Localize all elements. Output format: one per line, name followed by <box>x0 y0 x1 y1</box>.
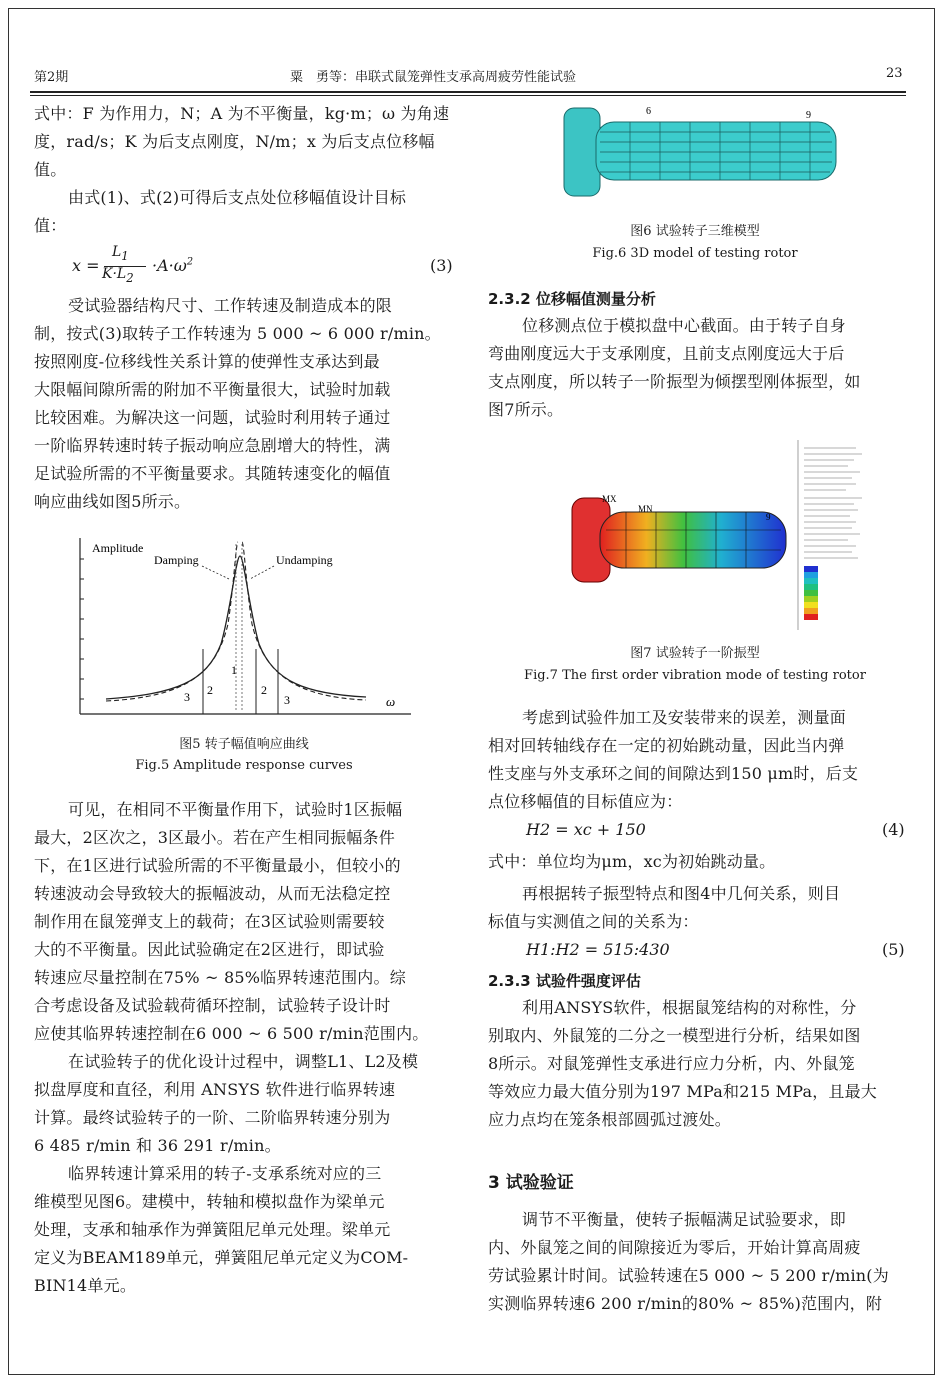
damping-label: Damping <box>154 553 199 567</box>
figure-6-caption-en: Fig.6 3D model of testing rotor <box>592 246 798 261</box>
running-title: 粟 勇等：串联式鼠笼弹性支承高周疲劳性能试验 <box>290 70 577 85</box>
label-mx: MX <box>602 494 617 504</box>
section-2-3-3-heading: 2.3.3 试验件强度评估 <box>488 972 641 990</box>
zone-label: 1 <box>231 663 237 677</box>
zone-label: 2 <box>207 683 213 697</box>
figure-5-caption-cn: 图5 转子幅值响应曲线 <box>179 737 309 752</box>
simulated-disk <box>564 108 600 196</box>
zone-label: 3 <box>184 690 190 704</box>
label-9: 9 <box>766 512 771 522</box>
paragraph-test-verification: 调节不平衡量，使转子振幅满足试验要求，即 内、外鼠笼之间的间隙接近为零后，开始计算高周疲 劳试验累计时间。试验转速在5 000 ~ 5 200 r/min(为 实测临界转速6 200 r/min的80% ~ 85%)范围内，附 <box>488 1210 889 1313</box>
equation-3: x = $L_1$ $K\cdot L_2$ $\cdot A\cdot\omega^2$ <box>72 244 194 285</box>
figure-7-vibration-mode <box>566 440 872 630</box>
label-mn: MN <box>638 504 653 514</box>
zone-label: 3 <box>284 693 290 707</box>
paragraph-strength: 利用ANSYS软件，根据鼠笼结构的对称性，分 别取内、外鼠笼的二分之一模型进行分析，结果如图 8所示。对鼠笼弹性支承进行应力分析，内、外鼠笼 等效应力最大值分别为197 MPa和215 MPa，且最大 应力点均在笼条根部圆弧过渡处。 <box>488 998 877 1129</box>
undamping-label: Undamping <box>276 553 333 567</box>
equation-5: H1:H2 = 515:430 <box>526 940 670 959</box>
undamping-leader <box>250 566 274 579</box>
header-rule <box>30 91 906 93</box>
paragraph-runout: 考虑到试验件加工及安装带来的误差，测量面 相对回转轴线存在一定的初始跳动量，因此当内弹 性支座与外支承环之间的间隙达到150 μm时，后支 点位移幅值的目标值应为： <box>488 708 859 811</box>
omega-label: ω <box>386 694 396 709</box>
section-3-heading: 3 试验验证 <box>488 1173 574 1193</box>
equation-4-number: (4) <box>882 820 905 839</box>
node-label-9: 9 <box>806 110 811 121</box>
node-label-6: 6 <box>646 106 651 117</box>
paragraph-measurement-point: 位移测点位于模拟盘中心截面。由于转子自身 弯曲刚度远大于支承刚度，且前支点刚度远大于后 支点刚度，所以转子一阶振型为倾摆型刚体振型，如 图7所示。 <box>488 316 861 419</box>
page-number: 23 <box>886 66 903 81</box>
figure-6-rotor-model <box>560 100 850 210</box>
paragraph-relation: 再根据转子振型特点和图4中几何关系，则目 标值与实测值之间的关系为： <box>488 884 841 931</box>
amplitude-label: Amplitude <box>92 541 144 555</box>
zone-label: 2 <box>261 683 267 697</box>
damping-leader <box>202 566 229 579</box>
rotor-shaft <box>596 122 836 180</box>
paragraph-zone-analysis: 可见，在相同不平衡量作用下，试验时1区振幅 最大，2区次之，3区最小。若在产生相同振幅条件 下，在1区进行试验所需的不平衡量最小，但较小的 转速波动会导致较大的振幅波动，从而无法稳定控 制作用在鼠笼弹支上的载荷；在3区试验则需要较 大的不平衡量。因此试验确定在2区进行，即试验 转速应尽量控制在75% ~ 85%临界转速范围内。综 合考虑设备及试验载荷循环控制，试验转子设计时 应使其临界转速控制在6 000 ~ 6 500 r/min范围内。 <box>34 800 429 1043</box>
figure-7-caption-en: Fig.7 The first order vibration mode of testing rotor <box>524 668 866 683</box>
paragraph-3d-model: 临界转速计算采用的转子-支承系统对应的三 维模型见图6。建模中，转轴和模拟盘作为梁单元 处理，支承和轴承作为弹簧阻尼单元处理。梁单元 定义为BEAM189单元，弹簧阻尼单元定义为COM- BIN14单元。 <box>34 1164 409 1295</box>
color-scale-legend <box>804 566 818 620</box>
paragraph-speed-limit: 受试验器结构尺寸、工作转速及制造成本的限 制，按式(3)取转子工作转速为 5 000 ~ 6 000 r/min。 按照刚度-位移线性关系计算的使弹性支承达到最 大限幅间隙所需的附加不平衡量很大，试验时加载 比较困难。为解决这一问题，试验时利用转子通过 一阶临界转速时转子振动响应急剧增大的特性，满 足试验所需的不平衡量要求。其随转速变化的幅值 响应曲线如图5所示。 <box>34 296 441 511</box>
figure-6-caption-cn: 图6 试验转子三维模型 <box>630 224 760 239</box>
legend-text-lines <box>804 448 862 558</box>
section-2-3-2-heading: 2.3.2 位移幅值测量分析 <box>488 290 656 308</box>
paragraph-optimization: 在试验转子的优化设计过程中，调整L1、L2及模 拟盘厚度和直径，利用 ANSYS 软件进行临界转速 计算。最终试验转子的一阶、二阶临界转速分别为 6 485 r/min 和 36 291 r/min。 <box>34 1052 419 1155</box>
equation-5-number: (5) <box>882 940 905 959</box>
header-rule-thin <box>30 95 906 96</box>
paragraph-symbols: 式中：F 为作用力，N；A 为不平衡量，kg·m；ω 为角速 度，rad/s；K 为后支点刚度，N/m；x 为后支点位移幅 值。 <box>34 104 450 179</box>
equation-4: H2 = xc + 150 <box>526 820 646 839</box>
paragraph-design-target: 由式(1)、式(2)可得后支点处位移幅值设计目标 值： <box>34 188 407 235</box>
equation-3-number: (3) <box>430 256 453 275</box>
journal-issue: 第2期 <box>34 70 69 85</box>
paragraph-units: 式中：单位均为μm，xc为初始跳动量。 <box>488 852 776 871</box>
figure-5-caption-en: Fig.5 Amplitude response curves <box>135 758 353 773</box>
rotor-mode-shape <box>600 512 786 568</box>
figure-7-caption-cn: 图7 试验转子一阶振型 <box>630 646 760 661</box>
figure-5-amplitude-curves <box>66 534 416 724</box>
